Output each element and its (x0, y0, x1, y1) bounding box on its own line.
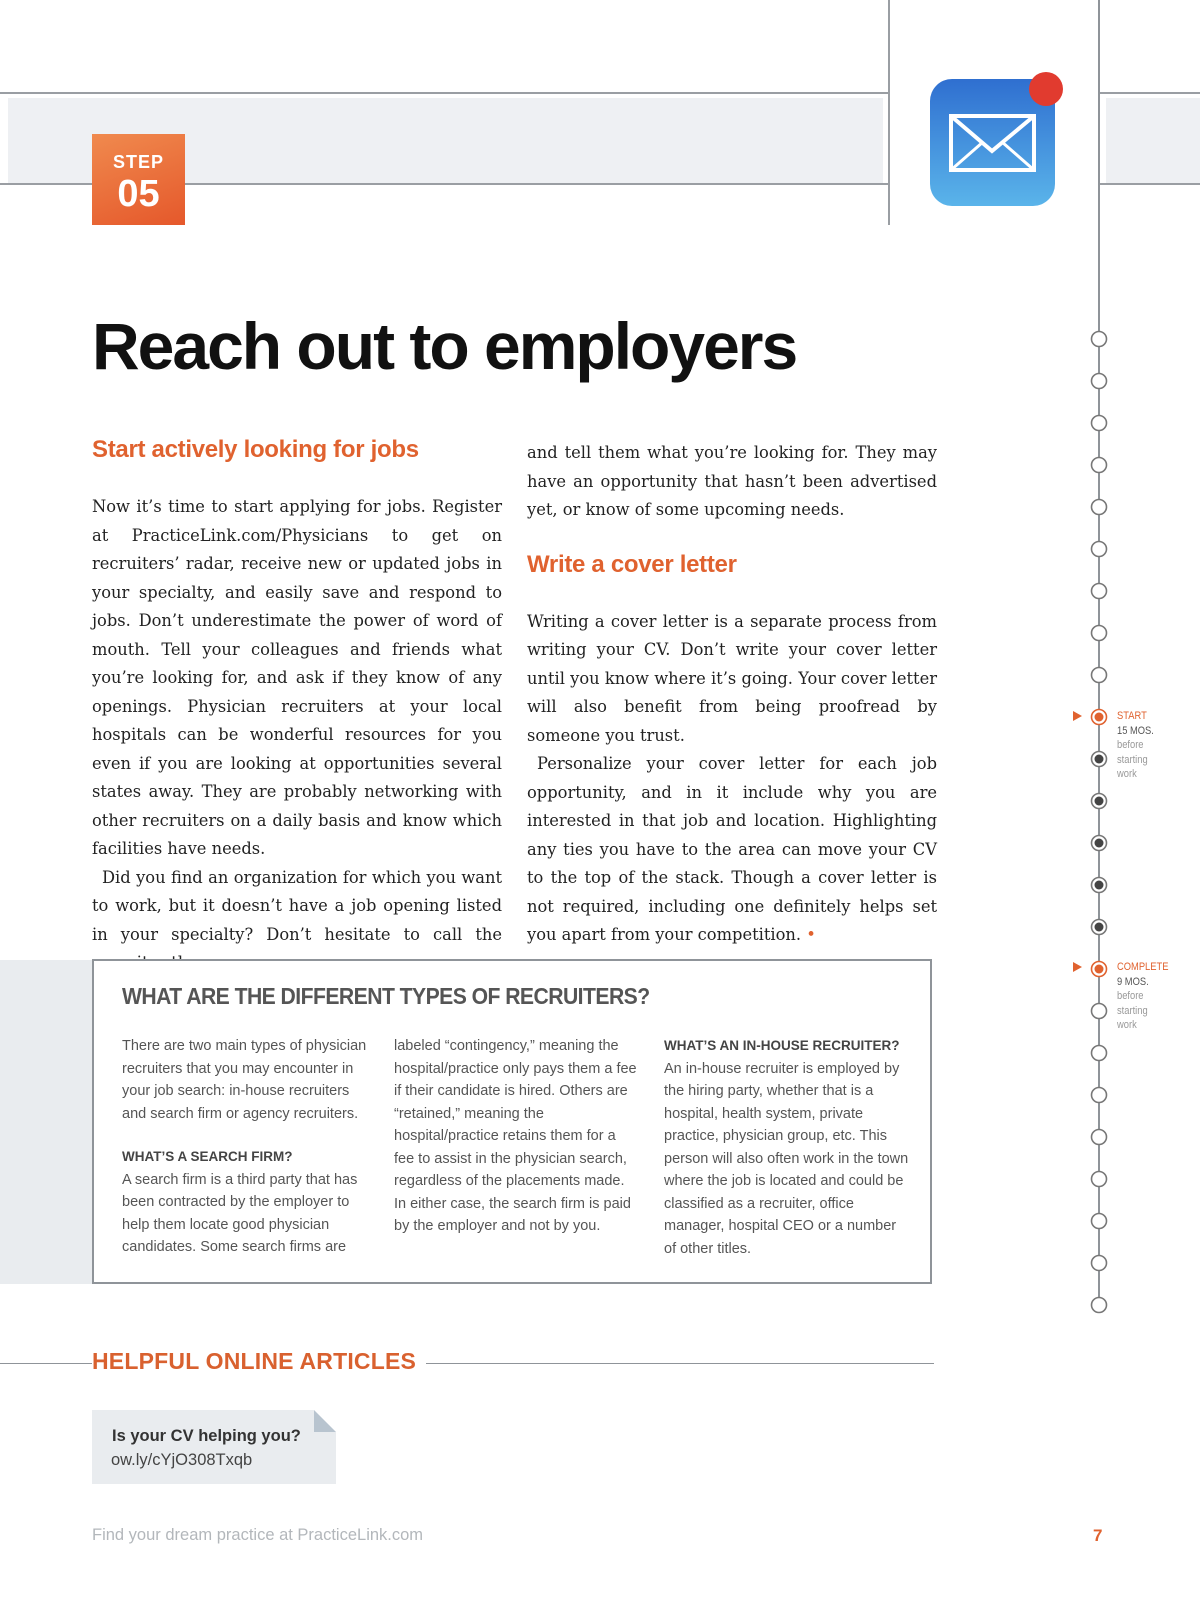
header-rule-bottom-right (1099, 183, 1200, 185)
complete-label: COMPLETE (1117, 961, 1169, 973)
complete-note-3: work (1117, 1019, 1137, 1031)
timeline-node (1092, 1256, 1107, 1271)
recruiters-box (92, 959, 932, 1284)
recruiters-intro: There are two main types of physician recruiters that you may encounter in your job search: in-house recruiters and search firm or agency recruiters. (122, 1038, 367, 1122)
helpful-heading: HELPFUL ONLINE ARTICLES (92, 1348, 426, 1375)
paragraph-jobs-2-cont: and tell them what you’re looking for. They may have an opportunity that hasn’t been advertised yet, or know of some upcoming needs. (527, 443, 937, 519)
timeline-node (1092, 332, 1107, 347)
complete-note-1: before (1117, 990, 1144, 1002)
header-band-right (1106, 98, 1200, 183)
timeline-node (1092, 1088, 1107, 1103)
timeline-node (1092, 794, 1107, 809)
article-link[interactable]: ow.ly/cYjO308Txqb (111, 1451, 253, 1469)
timeline-node (1092, 416, 1107, 431)
page-number: 7 (1093, 1526, 1103, 1545)
box-side-band (0, 960, 92, 1284)
paragraph-cover-2 (527, 750, 937, 950)
timeline-complete-label (1117, 960, 1168, 1033)
step-number: 05 (117, 173, 160, 215)
timeline-node (1092, 878, 1107, 893)
recruiters-col-1 (122, 1035, 367, 1259)
timeline-node (1092, 752, 1107, 767)
timeline-node (1092, 1130, 1107, 1145)
timeline-node (1092, 542, 1107, 557)
start-note-2: starting (1117, 753, 1148, 766)
page-title: Reach out to employers (92, 309, 797, 383)
timeline-node (1092, 1172, 1107, 1187)
search-firm-body: A search firm is a third party that has been contracted by the employer to help them locate good physician candidates. Some search firms are (122, 1171, 358, 1255)
header-rule-bottom (0, 183, 92, 185)
page-fold-icon (314, 1410, 336, 1432)
timeline-node (1092, 836, 1107, 851)
section-heading-jobs: Start actively looking for jobs (92, 436, 419, 463)
timeline-node (1092, 1298, 1107, 1313)
start-marker-icon (1073, 710, 1083, 722)
timeline-node (1092, 374, 1107, 389)
header-rule-bottom-mid (185, 183, 888, 185)
timeline-node (1092, 920, 1107, 935)
article-card[interactable] (92, 1410, 336, 1484)
timeline-node (1092, 584, 1107, 599)
search-firm-heading: WHAT’S A SEARCH FIRM? (122, 1149, 293, 1164)
helpful-rule-left (0, 1363, 84, 1364)
complete-note-2: starting (1117, 1004, 1148, 1017)
recruiters-col-3 (664, 1035, 909, 1260)
recruiters-col-2 (394, 1035, 639, 1238)
paragraph-cover-1: Writing a cover letter is a separate process from writing your CV. Don’t write your cover letter until you know where it’s going. Your cover letter will also benefit from being proofread by someone you trust. (527, 611, 937, 745)
start-label: START (1117, 710, 1147, 722)
left-column (92, 436, 502, 978)
header-rule-top-right (1099, 92, 1200, 94)
timeline-node-start (1092, 710, 1107, 725)
start-note-1: before (1117, 739, 1144, 751)
paragraph-cover-2-text: Personalize your cover letter for each job opportunity, and in it include why you are interested in that job and location. Highlighting any ties you have to the area can move your CV to the top of the stack. Though a cover letter is not required, including one definitely helps set you apart from your competition. (527, 754, 937, 944)
timeline-node (1092, 500, 1107, 515)
timeline-node (1092, 668, 1107, 683)
complete-months: 9 MOS. (1117, 975, 1149, 988)
paragraph-jobs-1: Now it’s time to start applying for jobs. Register at PracticeLink.com/Physicians to get on recruiters’ radar, receive new or updated jobs in your specialty, and easily save and respond to jobs. Don’t underestimate the power of word of mouth. Tell your colleagues and friends what you’re looking for, and ask if they know of any openings. Physician recruiters at your local hospitals can be wonderful resources for you even if you are looking at opportunities several states away. They are probably networking with other recruiters on a daily basis and know which facilities have needs. (92, 497, 502, 858)
step-badge (92, 134, 185, 225)
in-house-body: An in-house recruiter is employed by the hiring party, whether that is a hospital, health system, private practice, physician group, etc. This person will also often work in the town where the job is located and could be classified as a recruiter, office manager, hospital CEO or a number of other titles. (664, 1060, 909, 1257)
timeline-node (1092, 626, 1107, 641)
timeline-start-label (1117, 709, 1154, 782)
footer-text: Find your dream practice at PracticeLink.com (92, 1526, 424, 1544)
timeline-node (1092, 1004, 1107, 1019)
header-rule-top (0, 92, 888, 94)
right-column (527, 439, 937, 950)
paragraph-jobs-2: Did you find an organization for which you want to work, but it doesn’t have a job opening listed in your specialty? Don’t hesitate to call the (92, 867, 502, 944)
search-firm-body-cont: labeled “contingency,” meaning the hospital/practice only pays them a fee if their candidate is hired. Others are “retained,” meaning the hospital/practice retains them for a fee to assist in the physician search, regardless of the placements made. In either case, the search firm is paid by the employer and not by you. (394, 1038, 637, 1234)
timeline-nodes (1070, 320, 1110, 1320)
recruiters-box-title: WHAT ARE THE DIFFERENT TYPES OF RECRUITERS? (122, 983, 650, 1009)
timeline-node-complete (1092, 962, 1107, 977)
start-note-3: work (1117, 768, 1137, 780)
complete-marker-icon (1073, 961, 1083, 973)
section-heading-cover-letter: Write a cover letter (527, 550, 737, 578)
timeline-node (1092, 1046, 1107, 1061)
timeline-node (1092, 1214, 1107, 1229)
in-house-heading: WHAT’S AN IN-HOUSE RECRUITER? (664, 1038, 900, 1053)
end-mark: • (806, 925, 816, 944)
notification-dot (1028, 71, 1064, 107)
start-months: 15 MOS. (1117, 724, 1154, 737)
header-divider-left (888, 0, 890, 225)
step-label: STEP (112, 152, 164, 172)
timeline-node (1092, 458, 1107, 473)
article-title: Is your CV helping you? (112, 1427, 301, 1445)
